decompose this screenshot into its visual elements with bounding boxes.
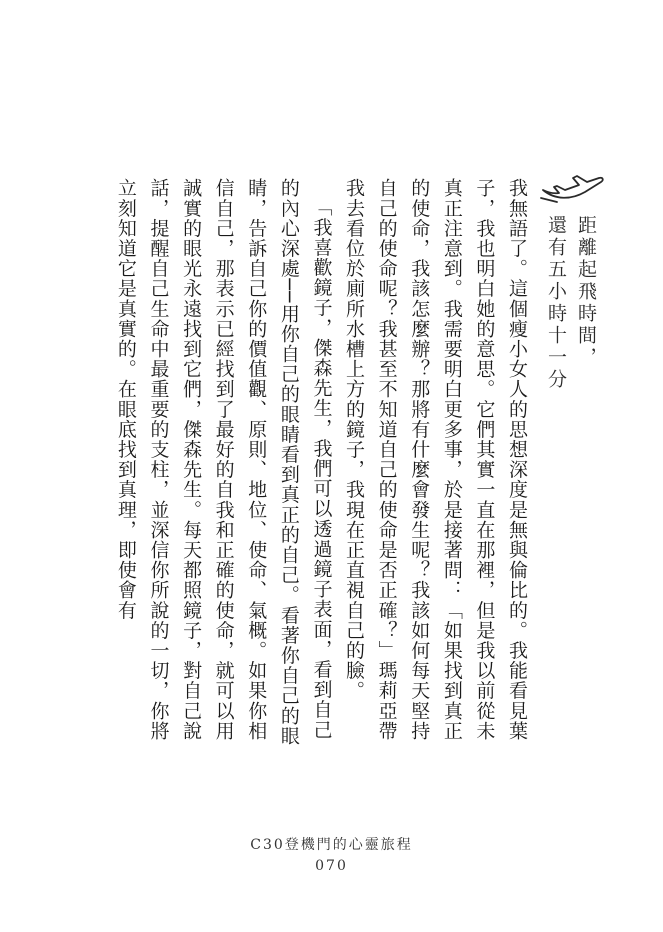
chapter-heading (531, 170, 611, 410)
paragraph-2: 「我喜歡鏡子，傑森先生，我們可以透過鏡子表面，看到自己的內心深處──用你自己的眼睛看到真正的自己。看著你自己的眼睛，告訴自己你的價值觀、原則、地位、使命、氣概。如果你相信自己，那表示已經找到了最好的自我和正確的使命，就可以用誠實的眼光永遠找到它們，傑森先生。每天都照鏡子，對自己說話，提醒自己生命中最重要的支柱，並深信你所說的一切，你將立刻知道它是真實的。在眼底找到真理，即使會有 (114, 178, 333, 746)
footer-book-title: C30登機門的心靈旅程 (250, 837, 413, 853)
chapter-title (541, 215, 601, 391)
body-text (109, 178, 533, 758)
paragraph-1: 我無語了。這個瘦小女人的思想深度是無與倫比的。我能看見葉子，我也明白她的意思。它們其實一直在那裡，但是我以前從未真正注意到。我需要明白更多事，於是接著問：「如果找到真正的使命，我該怎麼辦？那將有什麼會發生呢？我該如何每天堅持自己的使命呢？我甚至不知道自己的使命是否正確？」瑪莉亞帶我去看位於廁所水槽上方的鏡子，我現在正直視自己的臉。 (343, 178, 528, 741)
airplane-takeoff-icon (537, 170, 607, 206)
chapter-title-line-2: 還有五小時十一分 (545, 215, 567, 391)
chapter-title-line-1: 距離起飛時間， (575, 215, 597, 369)
page-number: 070 (315, 858, 348, 874)
